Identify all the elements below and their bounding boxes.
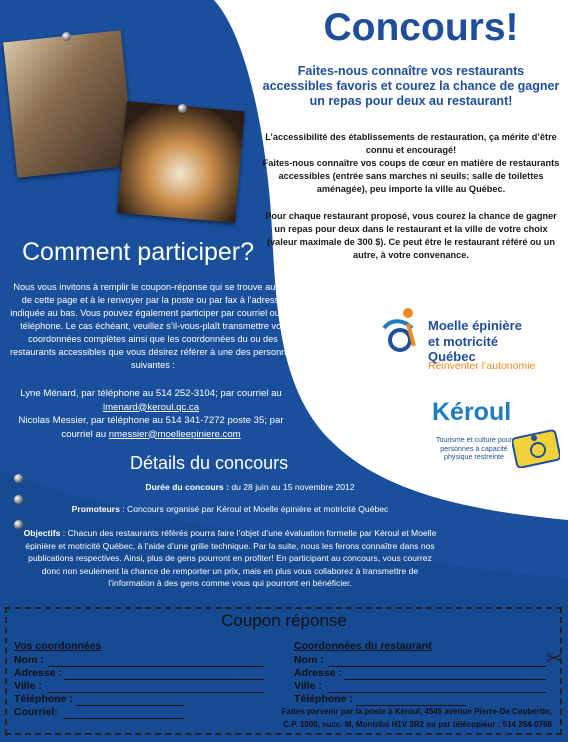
mailing-address-line1: Faites parvenir par la poste à Kéroul, 4545 avenue Pierre-De Coubertin, bbox=[281, 707, 552, 716]
intro-paragraph-1: L’accessibilité des établissements de restauration, ça mérite d’être connu et encouragé! bbox=[265, 132, 557, 155]
contact2-email-link[interactable]: nmessier@moelleepiniere.com bbox=[108, 428, 241, 440]
contact1-text: Lyne Ménard, par téléphone au 514 252-3104; par courriel au bbox=[20, 388, 282, 399]
field-label: Nom : bbox=[294, 654, 324, 666]
detail-duration bbox=[60, 481, 440, 494]
suitcase-icon bbox=[512, 424, 560, 468]
mailing-address-line2: C.P. 1000, succ. M, Montréal H1V 3R2 ou par télécopieur : 514 254-0766 bbox=[283, 720, 552, 729]
name-input-line[interactable] bbox=[48, 666, 264, 667]
email-input-line[interactable] bbox=[64, 718, 184, 719]
moelle-name-line2: et motricité Québec bbox=[428, 334, 499, 364]
promoters-value: : Concours organisé par Kéroul et Moelle épinière et motricité Québec bbox=[122, 504, 389, 514]
field-label: Adresse : bbox=[294, 667, 342, 679]
field-label: Ville : bbox=[294, 680, 322, 692]
photo-restaurant-plate bbox=[117, 101, 244, 223]
detail-objectives bbox=[20, 527, 440, 590]
field-label: Ville : bbox=[14, 680, 42, 692]
field-label: Adresse : bbox=[14, 667, 62, 679]
mailing-address bbox=[264, 705, 552, 731]
coupon-title: Coupon réponse bbox=[221, 611, 347, 630]
duration-value: du 28 juin au 15 novembre 2012 bbox=[231, 482, 355, 492]
your-details-heading: Vos coordonnées bbox=[14, 640, 102, 652]
detail-promoters bbox=[20, 503, 440, 516]
field-label: Téléphone : bbox=[14, 693, 73, 705]
promoters-label: Promoteurs bbox=[71, 504, 120, 514]
how-heading: Comment participer? bbox=[22, 238, 255, 266]
field-label: Téléphone : bbox=[294, 693, 353, 705]
moelle-logo bbox=[378, 306, 548, 372]
intro-paragraph-2: Faites-nous connaître vos coups de cœur en matière de restaurants accessibles (entrée sans marches ni seuils; salle de toilettes aménagée), peu importe la ville au Québec. bbox=[262, 158, 560, 194]
contact1-email-link[interactable]: lmenard@keroul.qc.ca bbox=[102, 401, 200, 413]
objectives-value: : Chacun des restaurants référés pourra faire l’objet d’une évaluation formelle par Kéroul et Moelle épinière et motricité Québec, à l’aide d’une grille technique. Par la suite, nous les ferons connaître dans nos publications respectives. Ainsi, plus de gens pourront en profiter! En participant au concours, vous courrez donc non seulement la chance de remporter un prix, mais en plus vous collaborez à transmettre de l’information à des gens comme vous qui pourront en bénéficier. bbox=[25, 528, 437, 589]
contact2-text: Nicolas Messier, par téléphone au 514 341-7272 poste 35; par courriel au bbox=[18, 415, 284, 440]
city-input-line[interactable] bbox=[48, 692, 264, 693]
restaurant-name-input-line[interactable] bbox=[328, 666, 546, 667]
page-title: Concours! bbox=[323, 6, 519, 49]
intro-paragraph-3: Pour chaque restaurant proposé, vous courez la chance de gagner un repas pour deux dans le restaurant et la ville de votre choix (valeur maximale de 300 $). Ce peut être le restaurant référé ou un autre, à votre convenance. bbox=[265, 211, 557, 260]
keroul-logo bbox=[430, 398, 560, 478]
restaurant-address-input-line[interactable] bbox=[344, 679, 546, 680]
pin-icon bbox=[14, 474, 23, 483]
scissors-icon: ✂ bbox=[546, 648, 563, 670]
pin-icon bbox=[178, 104, 187, 113]
moelle-tagline: Réinventer l’autonomie bbox=[428, 360, 536, 372]
wheelchair-logo-icon bbox=[378, 306, 424, 354]
pin-icon bbox=[62, 32, 71, 41]
keroul-name: Kéroul bbox=[432, 398, 512, 426]
moelle-name-line1: Moelle épinière bbox=[428, 318, 522, 333]
photo-diners bbox=[3, 30, 135, 178]
field-label: Courriel: bbox=[14, 706, 58, 718]
objectives-label: Objectifs bbox=[23, 528, 61, 538]
details-heading: Détails du concours bbox=[130, 453, 289, 473]
phone-input-line[interactable] bbox=[76, 705, 184, 706]
restaurant-details-heading: Coordonnées du restaurant bbox=[294, 640, 432, 652]
field-label: Nom : bbox=[14, 654, 44, 666]
restaurant-city-input-line[interactable] bbox=[328, 692, 546, 693]
keroul-tagline: Tourisme et culture pour personnes à capacité physique restreinte bbox=[435, 436, 513, 462]
contacts-block bbox=[8, 387, 294, 441]
address-input-line[interactable] bbox=[64, 679, 264, 680]
how-text: Nous vous invitons à remplir le coupon-réponse qui se trouve au bas de cette page et à le renvoyer par la poste ou par fax à l’adresse indiquée au bas. Vous pouvez également participer par courriel ou par téléphone. Le cas échéant, veuillez s’il-vous-plaît transmettre vos coordonnées complètes ainsi que les coordonnées du ou des restaurants accessibles que vous désirez référer à une des personnes suivantes : bbox=[10, 282, 296, 370]
page-subtitle: Faites-nous connaître vos restaurants accessibles favoris et courez la chance de gagner un repas pour deux au restaurant! bbox=[262, 64, 560, 108]
duration-label: Durée du concours : bbox=[145, 482, 229, 492]
